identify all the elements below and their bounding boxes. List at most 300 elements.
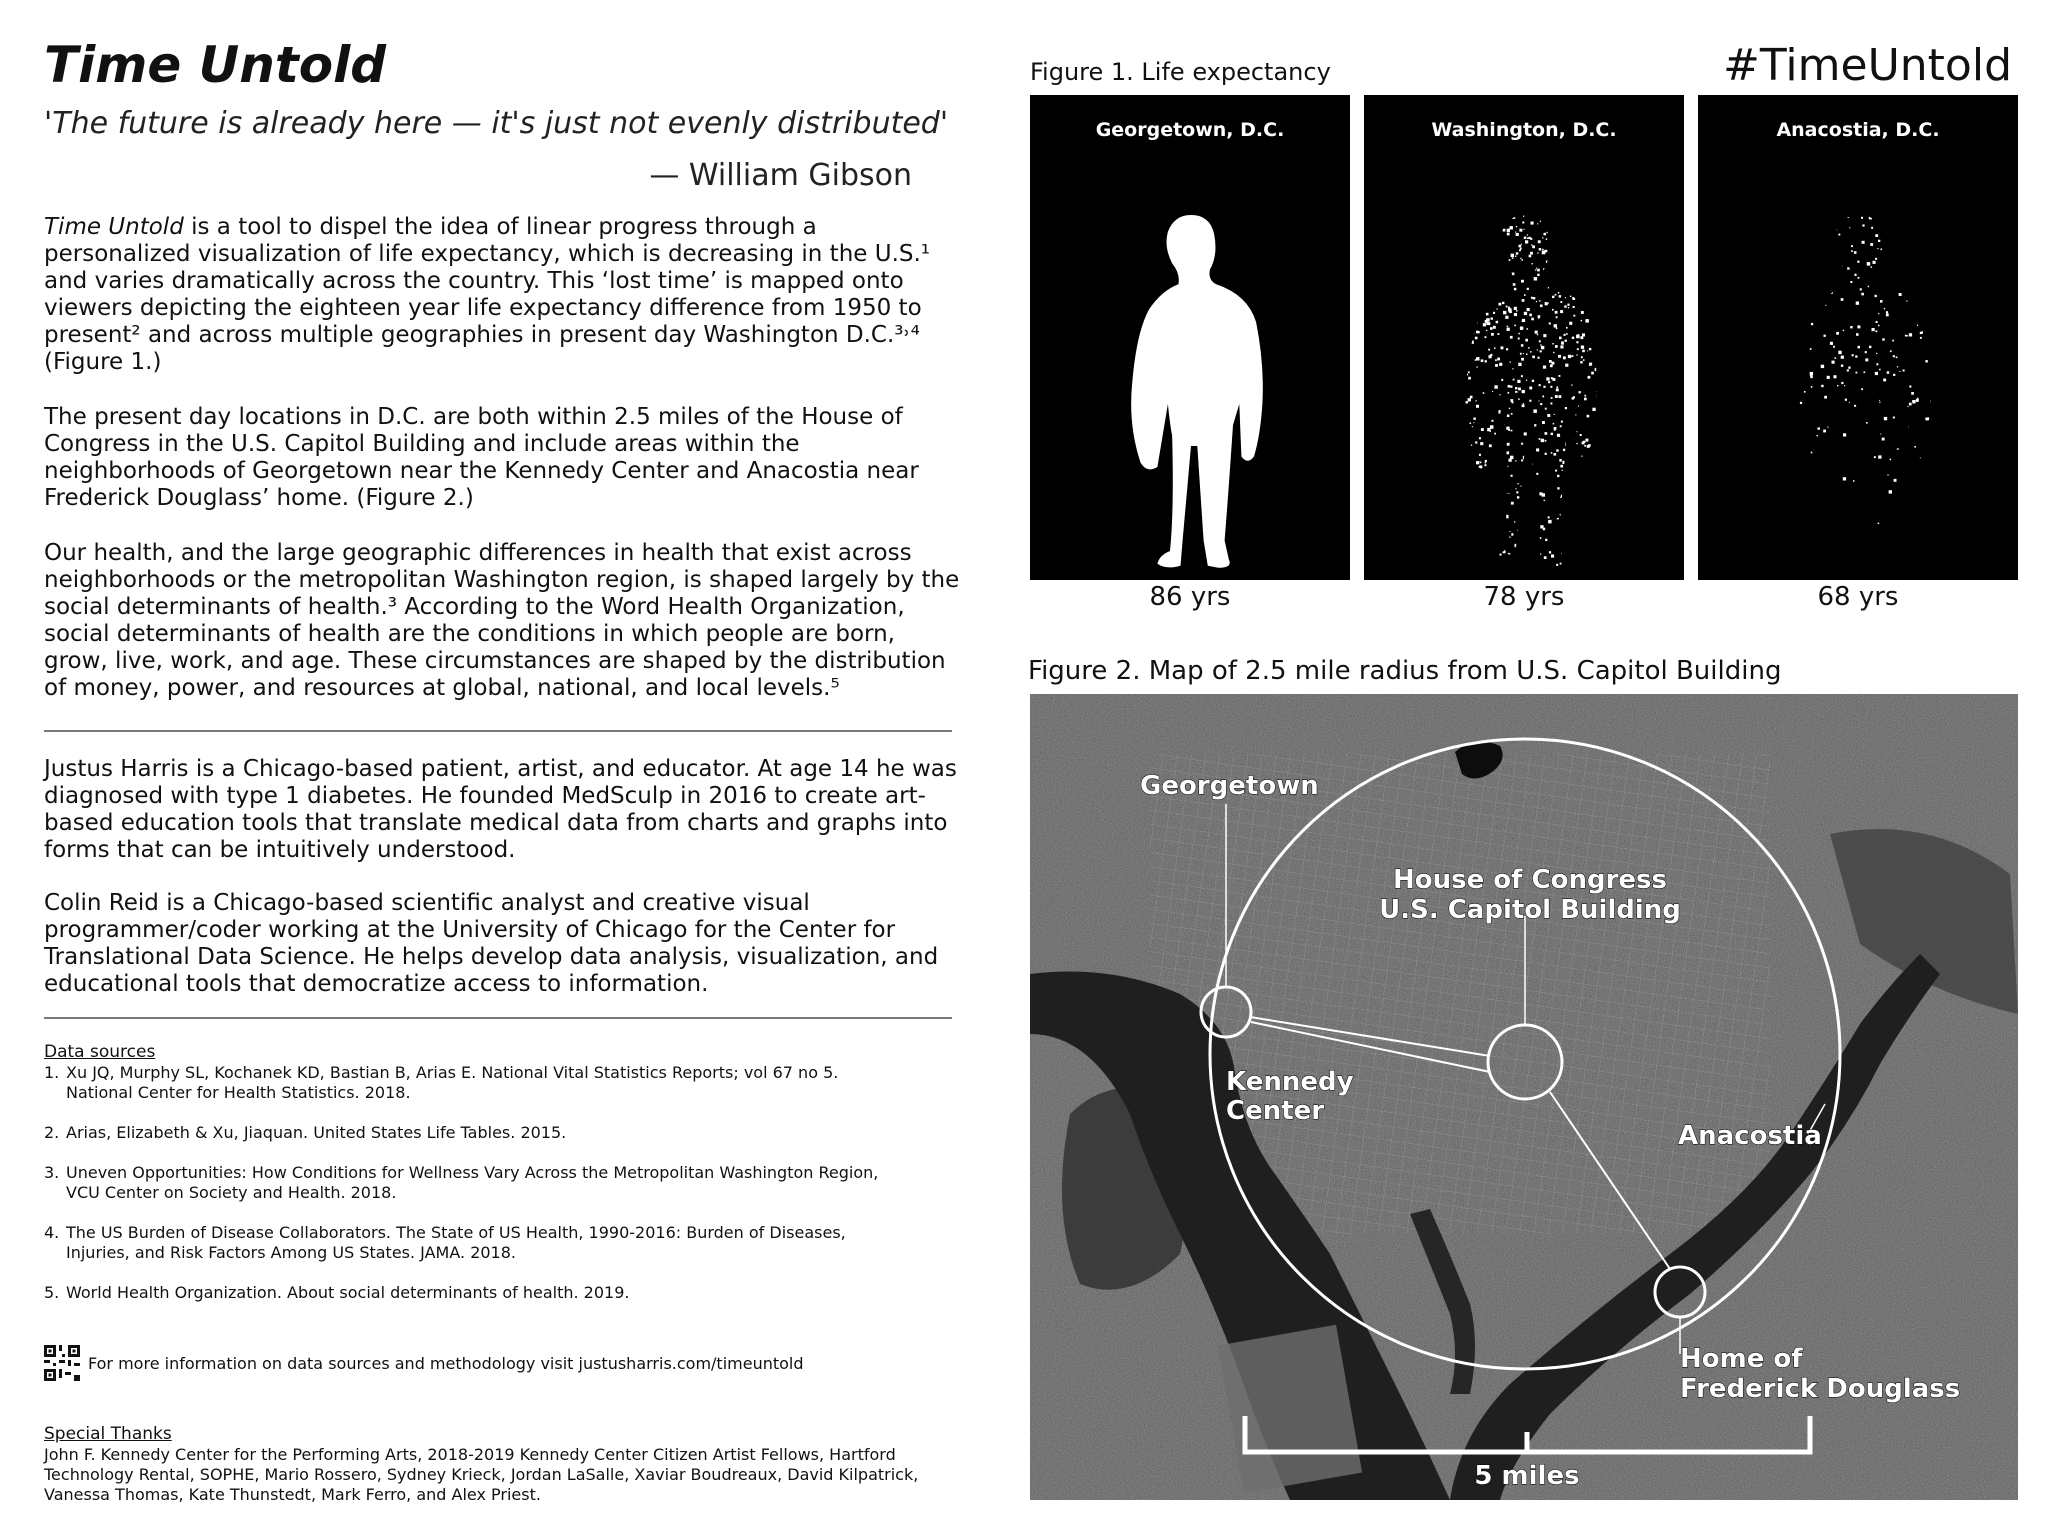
source-line-2: Injuries, and Risk Factors Among US States. JAMA. 2018.: [66, 1243, 516, 1262]
silhouette-fragment: [1906, 285, 1908, 287]
silhouette-fragment: [1824, 396, 1827, 399]
silhouette-fragment: [1507, 233, 1510, 236]
silhouette-fragment: [1571, 457, 1574, 460]
silhouette-fragment: [1517, 529, 1519, 531]
silhouette-fragment: [1598, 215, 1600, 217]
silhouette-fragment: [1888, 250, 1891, 253]
silhouette-fragment: [1532, 464, 1533, 465]
silhouette-fragment: [1568, 307, 1569, 308]
silhouette-fragment: [1554, 429, 1556, 431]
silhouette-fragment: [1545, 539, 1547, 541]
silhouette-fragment: [1817, 435, 1818, 436]
silhouette-fragment: [1539, 340, 1541, 342]
silhouette-fragment: [1508, 553, 1509, 554]
silhouette-fragment: [1811, 452, 1813, 454]
silhouette-fragment: [1597, 391, 1598, 392]
silhouette-fragment: [1461, 336, 1464, 339]
silhouette-fragment: [1545, 302, 1548, 305]
silhouette-fragment: [1576, 215, 1577, 216]
silhouette-fragment: [1578, 258, 1580, 260]
silhouette-fragment: [1587, 478, 1588, 479]
silhouette-fragment: [1527, 234, 1528, 235]
silhouette-fragment: [1524, 312, 1527, 315]
silhouette-fragment: [1555, 294, 1557, 296]
special-thanks-heading: Special Thanks: [44, 1424, 172, 1444]
silhouette-fragment: [1469, 334, 1470, 335]
silhouette-fragment: [1887, 474, 1888, 475]
silhouette-fragment: [1864, 371, 1866, 373]
silhouette-fragment: [1526, 380, 1527, 381]
silhouette-fragment: [1520, 258, 1521, 259]
silhouette-fragment: [1846, 215, 1849, 218]
silhouette-fragment: [1491, 333, 1494, 336]
silhouette-fragment: [1487, 557, 1489, 559]
silhouette-fragment: [1459, 395, 1461, 397]
silhouette-fragment: [1516, 233, 1519, 236]
silhouette-fragment: [1545, 440, 1547, 442]
silhouette-fragment: [1576, 443, 1577, 444]
silhouette-fragment: [1811, 386, 1813, 388]
silhouette-fragment: [1523, 216, 1524, 217]
silhouette-fragment: [1476, 250, 1478, 252]
map-label-georgetown: Georgetown: [1140, 771, 1319, 801]
silhouette-fragment: [1799, 304, 1800, 305]
silhouette-fragment: [1497, 479, 1500, 482]
silhouette-fragment: [1593, 495, 1595, 497]
silhouette-fragment: [1875, 372, 1878, 375]
silhouette-fragment: [1529, 237, 1531, 239]
silhouette-fragment: [1574, 509, 1575, 510]
silhouette-fragment: [1470, 322, 1473, 325]
silhouette-fragment: [1828, 427, 1829, 428]
silhouette-fragment: [1931, 308, 1934, 311]
silhouette-fragment: [1517, 496, 1519, 498]
silhouette-fragment: [1580, 336, 1583, 339]
silhouette-fragment: [1485, 481, 1487, 483]
silhouette-fragment: [1916, 399, 1919, 402]
silhouette-fragment: [1462, 501, 1465, 504]
silhouette-fragment: [1856, 372, 1858, 374]
silhouette-fragment: [1506, 348, 1508, 350]
silhouette-fragment: [1575, 414, 1576, 415]
silhouette-fragment: [1497, 308, 1498, 309]
silhouette-fragment: [1554, 453, 1557, 456]
silhouette-fragment: [1899, 219, 1902, 222]
silhouette-fragment: [1515, 256, 1516, 257]
silhouette-fragment: [1502, 460, 1504, 462]
silhouette-fragment: [1556, 564, 1558, 566]
silhouette-fragment: [1482, 486, 1484, 488]
silhouette-fragment: [1880, 434, 1881, 435]
silhouette-fragment: [1802, 245, 1804, 247]
silhouette-fragment: [1515, 488, 1516, 489]
silhouette-fragment: [1475, 359, 1477, 361]
silhouette-fragment: [1548, 287, 1549, 288]
map-label-anacostia: Anacostia: [1678, 1121, 1822, 1151]
silhouette-fragment: [1889, 231, 1891, 233]
silhouette-fragment: [1589, 237, 1591, 239]
silhouette-fragment: [1900, 225, 1902, 227]
silhouette-fragment: [1499, 268, 1501, 270]
silhouette-fragment: [1597, 564, 1599, 566]
silhouette-fragment: [1554, 324, 1557, 327]
silhouette-fragment: [1467, 240, 1470, 243]
silhouette-fragment: [1532, 245, 1535, 248]
silhouette-fragment: [1583, 474, 1585, 476]
silhouette-fragment: [1479, 465, 1482, 468]
silhouette-fragment: [1794, 399, 1797, 402]
silhouette-fragment: [1567, 481, 1569, 483]
silhouette-fragment: [1474, 295, 1476, 297]
silhouette-fragment: [1549, 235, 1550, 236]
silhouette-fragment: [1478, 227, 1480, 229]
silhouette-fragment: [1847, 369, 1849, 371]
silhouette-fragment: [1509, 408, 1510, 409]
silhouette-fragment: [1498, 333, 1500, 335]
scale-label: 5 miles: [1474, 1461, 1580, 1491]
silhouette-fragment: [1566, 327, 1568, 329]
silhouette-fragment: [1841, 365, 1843, 367]
silhouette-fragment: [1588, 245, 1590, 247]
silhouette-fragment: [1569, 355, 1571, 357]
source-line-1: Xu JQ, Murphy SL, Kochanek KD, Bastian B, Arias E. National Vital Statistics Reports; vol 67 no 5.: [66, 1063, 839, 1082]
silhouette-fragment: [1573, 544, 1576, 547]
silhouette-fragment: [1841, 382, 1843, 384]
silhouette-fragment: [1810, 372, 1813, 375]
silhouette-fragment: [1496, 237, 1499, 240]
silhouette-fragment: [1876, 321, 1878, 323]
silhouette-fragment: [1599, 228, 1602, 231]
silhouette-fragment: [1544, 500, 1545, 501]
silhouette-fragment: [1565, 504, 1567, 506]
silhouette-fragment: [1469, 251, 1470, 252]
silhouette-fragment: [1471, 445, 1472, 446]
silhouette-fragment: [1553, 273, 1555, 275]
silhouette-fragment: [1570, 423, 1573, 426]
silhouette-fragment: [1539, 300, 1540, 301]
silhouette-fragment: [1518, 388, 1521, 391]
silhouette-fragment: [1514, 307, 1517, 310]
silhouette-fragment: [1475, 441, 1477, 443]
silhouette-fragment: [1505, 486, 1506, 487]
silhouette-fragment: [1509, 537, 1510, 538]
silhouette-fragment: [1589, 308, 1591, 310]
silhouette-fragment: [1512, 368, 1513, 369]
silhouette-fragment: [1838, 351, 1841, 354]
silhouette-fragment: [1532, 380, 1534, 382]
silhouette-fragment: [1523, 353, 1524, 354]
silhouette-fragment: [1591, 300, 1593, 302]
silhouette-fragment: [1591, 372, 1594, 375]
silhouette-fragment: [1521, 344, 1524, 347]
silhouette-fragment: [1548, 303, 1549, 304]
silhouette-fragment: [1510, 386, 1512, 388]
silhouette-fragment: [1910, 289, 1911, 290]
silhouette-fragment: [1598, 366, 1600, 368]
silhouette-fragment: [1560, 514, 1562, 516]
silhouette-fragment: [1824, 335, 1826, 337]
silhouette-fragment: [1556, 388, 1559, 391]
silhouette-fragment: [1494, 228, 1497, 231]
silhouette-fragment: [1524, 294, 1526, 296]
silhouette-fragment: [1590, 534, 1592, 536]
silhouette-fragment: [1543, 386, 1545, 388]
silhouette-fragment: [1890, 459, 1892, 461]
silhouette-fragment: [1927, 438, 1929, 440]
silhouette-fragment: [1920, 224, 1922, 226]
silhouette-fragment: [1914, 255, 1916, 256]
silhouette-fragment: [1506, 306, 1508, 308]
silhouette-fragment: [1571, 460, 1573, 462]
silhouette-fragment: [1535, 269, 1536, 270]
silhouette-fragment: [1926, 317, 1929, 320]
silhouette-fragment: [1524, 237, 1527, 240]
silhouette-fragment: [1519, 229, 1522, 232]
silhouette-fragment: [1544, 556, 1547, 559]
silhouette-fragment: [1469, 470, 1470, 471]
silhouette-fragment: [1589, 494, 1592, 497]
silhouette-fragment: [1576, 492, 1579, 495]
silhouette-fragment: [1482, 263, 1484, 265]
silhouette-fragment: [1586, 306, 1588, 308]
silhouette-fragment: [1597, 467, 1600, 470]
silhouette-fragment: [1459, 513, 1460, 514]
silhouette-fragment: [1505, 316, 1508, 319]
silhouette-fragment: [1552, 309, 1554, 311]
silhouette-fragment: [1540, 554, 1541, 555]
silhouette-fragment: [1515, 232, 1516, 233]
silhouette-fragment: [1516, 310, 1518, 312]
silhouette-fragment: [1468, 343, 1471, 346]
silhouette-fragment: [1510, 456, 1513, 459]
data-source-item: [44, 1223, 964, 1263]
silhouette-fragment: [1876, 353, 1877, 354]
silhouette-fragment: [1883, 379, 1886, 382]
silhouette-fragment: [1599, 419, 1601, 421]
silhouette-fragment: [1576, 465, 1578, 467]
silhouette-fragment: [1569, 556, 1572, 559]
silhouette-fragment: [1460, 392, 1461, 393]
silhouette-fragment: [1511, 254, 1514, 257]
silhouette-fragment: [1461, 415, 1462, 416]
silhouette-fragment: [1823, 228, 1826, 231]
silhouette-fragment: [1802, 347, 1804, 349]
silhouette-fragment: [1858, 346, 1861, 349]
silhouette-fragment: [1489, 444, 1492, 447]
dissolving-silhouette: [1459, 211, 1602, 572]
silhouette-fragment: [1522, 390, 1525, 393]
silhouette-fragment: [1463, 540, 1464, 541]
silhouette-fragment: [1531, 211, 1532, 212]
silhouette-fragment: [1480, 486, 1482, 488]
dc-satellite-map: [1030, 694, 2018, 1500]
silhouette-fragment: [1533, 409, 1537, 413]
silhouette-fragment: [1500, 470, 1501, 471]
silhouette-fragment: [1865, 351, 1867, 353]
silhouette-fragment: [1596, 470, 1598, 472]
silhouette-fragment: [1893, 355, 1895, 357]
silhouette-fragment: [1595, 265, 1598, 268]
silhouette-fragment: [1470, 396, 1473, 399]
silhouette-fragment: [1539, 248, 1542, 251]
silhouette-fragment: [1530, 252, 1533, 255]
data-source-item: [44, 1163, 964, 1203]
silhouette-fragment: [1832, 361, 1835, 364]
silhouette-fragment: [1884, 237, 1887, 240]
silhouette-fragment: [1596, 445, 1598, 447]
silhouette-fragment: [1531, 263, 1532, 264]
silhouette-fragment: [1475, 246, 1478, 249]
silhouette-fragment: [1862, 241, 1865, 244]
silhouette-fragment: [1524, 229, 1525, 230]
silhouette-fragment: [1852, 354, 1854, 356]
silhouette-fragment: [1501, 259, 1504, 262]
silhouette-fragment: [1494, 433, 1496, 435]
silhouette-fragment: [1557, 487, 1559, 489]
silhouette-fragment: [1536, 473, 1538, 475]
silhouette-fragment: [1542, 396, 1544, 398]
silhouette-fragment: [1468, 371, 1470, 373]
silhouette-fragment: [1544, 250, 1546, 252]
silhouette-fragment: [1507, 415, 1510, 418]
silhouette-fragment: [1798, 230, 1801, 233]
silhouette-fragment: [1590, 254, 1593, 257]
silhouette-fragment: [1500, 264, 1502, 266]
silhouette-fragment: [1588, 376, 1591, 379]
silhouette-fragment: [1811, 376, 1813, 378]
silhouette-fragment: [1598, 353, 1599, 354]
silhouette-fragment: [1566, 333, 1568, 335]
silhouette-fragment: [1911, 255, 1913, 257]
bio-justus-harris: Justus Harris is a Chicago-based patient, artist, and educator. At age 14 he was diagnosed with type 1 diabetes. He founded MedSculp in 2016 to create art-based education tools that translate medical data from charts and graphs into forms that can be intuitively understood.: [44, 756, 957, 863]
silhouette-fragment: [1495, 481, 1496, 482]
silhouette-fragment: [1485, 360, 1487, 362]
silhouette-fragment: [1865, 358, 1868, 361]
silhouette-fragment: [1897, 366, 1898, 367]
silhouette-fragment: [1899, 371, 1900, 372]
silhouette-fragment: [1494, 385, 1497, 388]
silhouette-fragment: [1810, 375, 1811, 376]
silhouette-fragment: [1518, 363, 1521, 366]
silhouette-fragment: [1887, 284, 1889, 286]
silhouette-fragment: [1804, 391, 1806, 393]
silhouette-fragment: [1876, 363, 1878, 365]
silhouette-fragment: [1593, 458, 1594, 459]
silhouette-fragment: [1463, 377, 1466, 380]
silhouette-fragment: [1833, 346, 1835, 348]
silhouette-fragment: [1923, 278, 1926, 281]
silhouette-fragment: [1906, 335, 1908, 337]
silhouette-fragment: [1592, 263, 1595, 266]
silhouette-fragment: [1463, 534, 1466, 537]
silhouette-fragment: [1482, 294, 1484, 296]
silhouette-fragment: [1878, 240, 1880, 242]
silhouette-fragment: [1567, 304, 1569, 306]
silhouette-fragment: [1466, 374, 1468, 376]
silhouette-fragment: [1470, 423, 1472, 425]
silhouette-fragment: [1517, 380, 1520, 383]
silhouette-fragment: [1500, 424, 1503, 427]
silhouette-fragment: [1888, 238, 1891, 241]
silhouette-fragment: [1498, 447, 1501, 450]
silhouette-fragment: [1479, 230, 1481, 232]
silhouette-fragment: [1811, 323, 1813, 325]
silhouette-fragment: [1521, 280, 1524, 283]
silhouette-fragment: [1502, 302, 1504, 304]
silhouette-fragment: [1526, 354, 1528, 356]
silhouette-fragment: [1527, 237, 1529, 239]
silhouette-fragment: [1496, 221, 1499, 224]
qr-code-icon[interactable]: [44, 1345, 80, 1381]
silhouette-fragment: [1550, 230, 1553, 233]
silhouette-fragment: [1573, 306, 1575, 308]
silhouette-fragment: [1485, 462, 1487, 464]
poster-title: Time Untold: [44, 36, 387, 94]
silhouette-fragment: [1509, 553, 1510, 554]
silhouette-fragment: [1893, 374, 1895, 376]
silhouette-fragment: [1569, 249, 1571, 251]
silhouette-fragment: [1555, 345, 1558, 348]
silhouette-fragment: [1520, 327, 1523, 330]
silhouette-fragment: [1472, 264, 1474, 266]
silhouette-fragment: [1878, 523, 1880, 525]
silhouette-fragment: [1884, 308, 1885, 309]
silhouette-fragment: [1498, 410, 1501, 413]
silhouette-fragment: [1897, 249, 1898, 250]
silhouette-fragment: [1515, 544, 1518, 547]
silhouette-fragment: [1480, 462, 1482, 464]
silhouette-fragment: [1497, 358, 1500, 361]
silhouette-fragment: [1833, 446, 1835, 448]
data-source-item: [44, 1283, 964, 1303]
silhouette-fragment: [1470, 276, 1472, 278]
silhouette-fragment: [1910, 216, 1913, 219]
silhouette-fragment: [1806, 270, 1807, 271]
silhouette-fragment: [1464, 259, 1467, 262]
silhouette-fragment: [1536, 301, 1537, 302]
silhouette-fragment: [1898, 270, 1899, 271]
figure-1-caption: Figure 1. Life expectancy: [1030, 58, 1331, 86]
silhouette-fragment: [1468, 229, 1470, 231]
silhouette-fragment: [1460, 262, 1463, 265]
silhouette-fragment: [1568, 428, 1570, 430]
intro-paragraph-2: The present day locations in D.C. are both within 2.5 miles of the House of Congress in the U.S. Capitol Building and include areas within the neighborhoods of Georgetown near the Kennedy Center and Anacostia near Frederick Douglass’ home. (Figure 2.): [44, 404, 919, 511]
silhouette-fragment: [1498, 233, 1501, 236]
silhouette-fragment: [1497, 254, 1499, 256]
silhouette-fragment: [1886, 314, 1889, 317]
silhouette-fragment: [1488, 282, 1489, 283]
silhouette-fragment: [1519, 249, 1521, 251]
silhouette-fragment: [1490, 505, 1492, 507]
silhouette-fragment: [1909, 333, 1912, 336]
silhouette-fragment: [1565, 407, 1567, 409]
silhouette-fragment: [1830, 342, 1833, 345]
silhouette-fragment: [1886, 311, 1888, 313]
silhouette-fragment: [1808, 224, 1809, 225]
source-number: 2.: [44, 1123, 60, 1142]
silhouette-fragment: [1801, 278, 1803, 280]
silhouette-fragment: [1499, 303, 1502, 306]
silhouette-fragment: [1492, 264, 1495, 267]
silhouette-fragment: [1565, 509, 1567, 511]
silhouette-fragment: [1925, 219, 1928, 222]
silhouette-fragment: [1559, 337, 1562, 340]
silhouette-fragment: [1486, 313, 1489, 316]
silhouette-fragment: [1579, 462, 1581, 464]
silhouette-fragment: [1800, 402, 1802, 404]
figure-2-caption: Figure 2. Map of 2.5 mile radius from U.S. Capitol Building: [1028, 656, 1782, 686]
silhouette-fragment: [1878, 455, 1881, 458]
